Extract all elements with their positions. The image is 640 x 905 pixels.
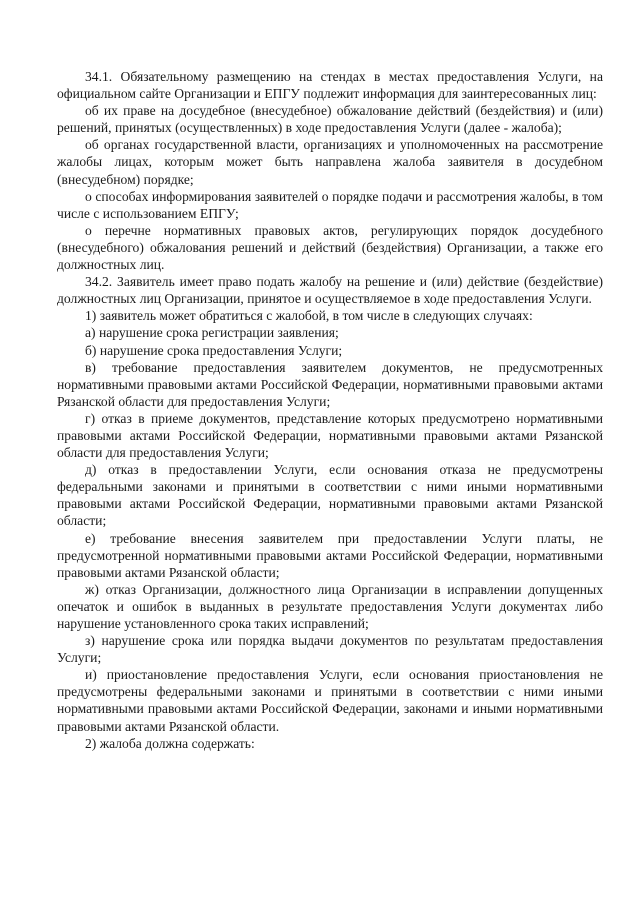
paragraph-34-2-right: 34.2. Заявитель имеет право подать жалобу на решение и (или) действие (бездействие) должностных лиц Организации, принятое и осуществляемое в ходе предоставления Услуги. [57, 274, 603, 307]
list-item-e: е) требование внесения заявителем при предоставлении Услуги платы, не предусмотренной нормативными правовыми актами Российской Федерации, нормативными правовыми актами Рязанской области; [57, 530, 603, 580]
list-item-a: а) нарушение срока регистрации заявления; [85, 325, 339, 341]
paragraph-right-to-appeal: об их праве на досудебное (внесудебное) обжалование действий (бездействия) и (или) решений, принятых (осуществленных) в ходе предоставления Услуги (далее - жалоба); [57, 103, 603, 136]
paragraph-informing-methods: о способах информирования заявителей о порядке подачи и рассмотрения жалобы, в том числе с использованием ЕПГУ; [57, 188, 603, 221]
list-item-d: д) отказ в предоставлении Услуги, если основания отказа не предусмотрены федеральными законами и принятыми в соответствии с ними иными нормативными правовыми актами Российской Федерации, нормативными правовыми актами Рязанской области; [57, 462, 603, 529]
paragraph-34-1-intro: 34.1. Обязательному размещению на стендах в местах предоставления Услуги, на официальном сайте Организации и ЕПГУ подлежит информация для заинтересованных лиц: [57, 69, 603, 102]
document-body [57, 68, 603, 752]
list-item-zh: ж) отказ Организации, должностного лица Организации в исправлении допущенных опечаток и ошибок в выданных в результате предоставления Услуги документах либо нарушение установленного срока таких исправлений; [57, 581, 603, 631]
list-item-1-cases: 1) заявитель может обратиться с жалобой, в том числе в следующих случаях: [85, 308, 533, 324]
list-item-b: б) нарушение срока предоставления Услуги; [85, 342, 343, 358]
paragraph-legal-acts-list: о перечне нормативных правовых актов, регулирующих порядок досудебного (внесудебного) обжалования решений и действий (бездействия) Организации, а также его должностных лиц. [57, 222, 603, 273]
list-item-v: в) требование предоставления заявителем документов, не предусмотренных нормативными правовыми актами Российской Федерации, нормативными правовыми актами Рязанской области для предоставления Услуги; [57, 359, 603, 409]
list-item-2-contents: 2) жалоба должна содержать: [85, 735, 255, 751]
list-item-z: з) нарушение срока или порядка выдачи документов по результатам предоставления Услуги; [57, 633, 603, 666]
paragraph-authorities: об органах государственной власти, организациях и уполномоченных на рассмотрение жалобы лицах, которым может быть направлена жалоба заявителя в досудебном (внесудебном) порядке; [57, 137, 603, 187]
list-item-g: г) отказ в приеме документов, представление которых предусмотрено нормативными правовыми актами Российской Федерации, нормативными правовыми актами Рязанской области для предоставления Услуги; [57, 410, 603, 461]
list-item-i: и) приостановление предоставления Услуги, если основания приостановления не предусмотрены федеральными законами и принятыми в соответствии с ними иными нормативными правовыми актами Российской Федерации, законами и иными нормативными правовыми актами Рязанской области. [57, 667, 603, 734]
